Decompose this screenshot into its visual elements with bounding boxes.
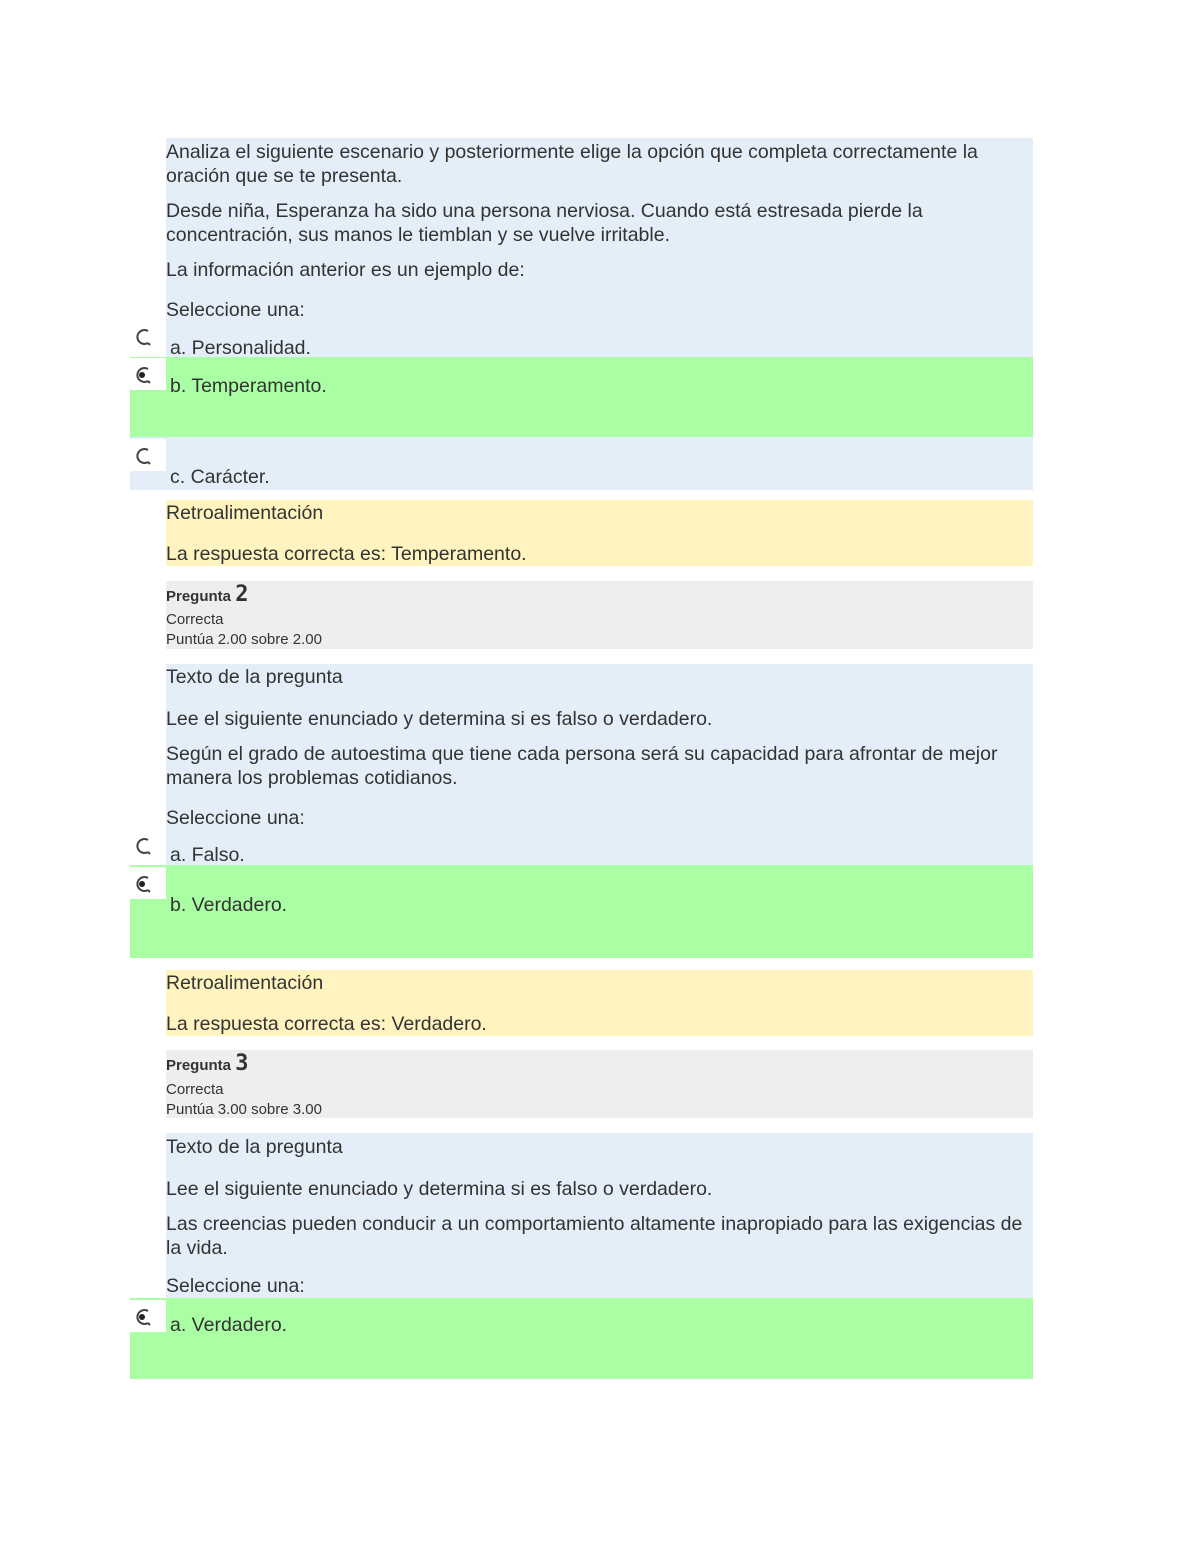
q3-title: Pregunta (166, 1057, 232, 1074)
q2-score: Puntúa 2.00 sobre 2.00 (166, 631, 322, 648)
q3-score: Puntúa 3.00 sobre 3.00 (166, 1101, 322, 1118)
q2-feedback-text: La respuesta correcta es: Verdadero. (166, 1013, 487, 1035)
q1-prompt: La información anterior es un ejemplo de: (166, 259, 525, 281)
q1-select-label: Seleccione una: (166, 299, 305, 321)
q1-option-c-radio[interactable] (130, 439, 166, 471)
q2-option-b-label[interactable]: b. Verdadero. (170, 894, 288, 916)
q2-number: 2 (235, 582, 249, 607)
q3-statement: Las creencias pueden conducir a un comportamiento altamente inapropiado para las exigencias de la vida. (166, 1213, 1023, 1259)
q3-status: Correcta (166, 1081, 224, 1098)
q3-option-a-radio[interactable] (130, 1300, 166, 1332)
q1-option-a-label[interactable]: a. Personalidad. (170, 337, 311, 359)
q2-statement: Según el grado de autoestima que tiene cada persona será su capacidad para afrontar de mejor manera los problemas cotidianos. (166, 743, 998, 789)
q1-option-b-radio[interactable] (130, 358, 166, 390)
q2-title: Pregunta (166, 588, 232, 605)
radio-unselected-icon (133, 836, 153, 858)
q2-heading (166, 582, 249, 607)
q1-option-a-radio[interactable] (130, 320, 166, 352)
radio-selected-icon (133, 365, 153, 387)
q2-option-a-label[interactable]: a. Falso. (170, 844, 245, 866)
q2-feedback-title: Retroalimentación (166, 972, 324, 994)
q1-feedback-text: La respuesta correcta es: Temperamento. (166, 543, 527, 565)
q3-instruction: Lee el siguiente enunciado y determina si es falso o verdadero. (166, 1178, 713, 1200)
q2-option-b-radio[interactable] (130, 867, 166, 899)
q2-status: Correcta (166, 611, 224, 628)
q3-option-a-label[interactable]: a. Verdadero. (170, 1314, 288, 1336)
radio-unselected-icon (133, 327, 153, 349)
q1-scenario: Desde niña, Esperanza ha sido una persona nerviosa. Cuando está estresada pierde la concentración, sus manos le tiemblan y se vuelve irritable. (166, 200, 923, 246)
q2-option-a-radio[interactable] (130, 829, 166, 861)
q3-select-label: Seleccione una: (166, 1275, 305, 1297)
radio-selected-icon (133, 874, 153, 896)
radio-selected-icon (133, 1307, 153, 1329)
q1-option-c-label[interactable]: c. Carácter. (170, 466, 270, 488)
q1-intro: Analiza el siguiente escenario y posteriormente elige la opción que completa correctamente la oración que se te presenta. (166, 141, 978, 187)
q1-option-b-label[interactable]: b. Temperamento. (170, 375, 327, 397)
q3-heading (166, 1051, 249, 1076)
q2-text-label: Texto de la pregunta (166, 666, 343, 688)
q3-option-a-selected-block[interactable] (130, 1298, 1033, 1379)
radio-unselected-icon (133, 446, 153, 468)
q2-instruction: Lee el siguiente enunciado y determina si es falso o verdadero. (166, 708, 713, 730)
q2-select-label: Seleccione una: (166, 807, 305, 829)
q3-text-label: Texto de la pregunta (166, 1136, 343, 1158)
q3-number: 3 (235, 1051, 249, 1076)
q1-feedback-title: Retroalimentación (166, 502, 324, 524)
